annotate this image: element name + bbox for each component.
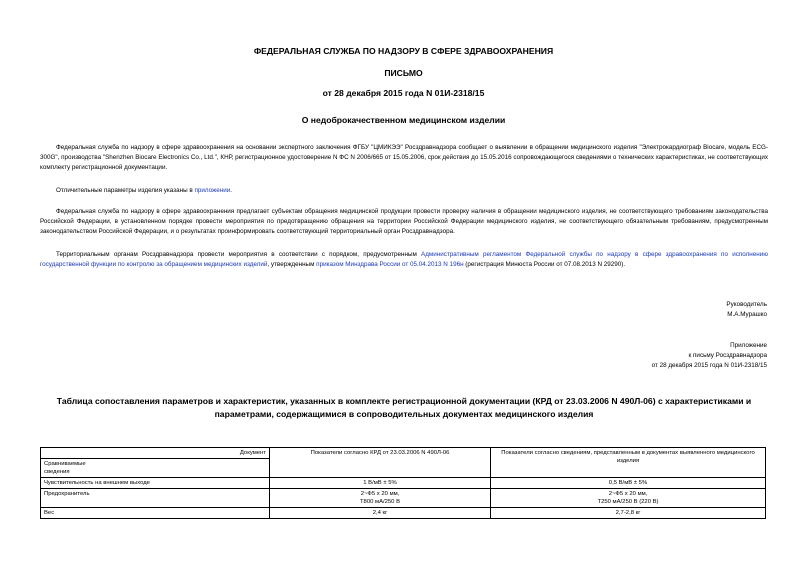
krd-value-cell: 2~Ф5 х 20 мм, Т800 мА/250 В [270,489,491,508]
document-subject: О недоброкачественном медицинском изделии [301,115,506,125]
agency-heading: ФЕДЕРАЛЬНАЯ СЛУЖБА ПО НАДЗОРУ В СФЕРЕ ЗДРАВООХРАНЕНИЯ [253,46,554,56]
table-row [41,489,766,508]
paragraph-2 [40,186,768,196]
table-header-row-1 [41,448,766,459]
paragraph-4-end: (регистрация Минюста России от 07.08.2013 N 29290). [463,261,626,269]
header-compared-line-2: сведения [44,469,70,475]
signature-block [726,300,767,320]
paragraph-2-end: . [230,187,233,194]
order-link[interactable]: приказом Минздрава России от 05.04.2013 N 196н [316,261,464,269]
paragraph-2-text: Отличительные параметры изделия указаны в [56,187,195,194]
document-date-number: от 28 декабря 2015 года N 01И-2318/15 [322,88,485,98]
found-value-cell: 0,5 В/мВ ± 5% [491,478,766,489]
table-row [41,478,766,489]
paragraph-4-text: Территориальным органам Росздравнадзора провести мероприятия в соответствии с порядком, предусмотренным [56,251,422,258]
krd-value-cell: 1 В/мВ ± 5% [270,478,491,489]
krd-value-cell: 2,4 кг [270,508,491,519]
regulation-link[interactable]: Административным регламентом Федеральной службы по надзору в сфере здравоохранения по исполнению государственной функции по контролю за обращением медицинских изделий [40,251,768,269]
param-cell: Предохранитель [41,489,270,508]
paragraph-3: Федеральная служба по надзору в сфере здравоохранения предлагает субъектам обращения медицинской продукции провести проверку наличия в обращении медицинского изделия, не соответствующего требованиям законодательства Российской Федерации, в установленном порядке провести мероприятия по предотвращению обращения на территории Российской Федерации медицинского изделия, не соответствующего обязательным требованиям, предусмотренным законодательством Российской Федерации, и о результатах проинформировать соответствующий территориальный орган Росздравнадзора. [40,208,768,236]
appendix-line-1: Приложение [730,342,767,349]
paragraph-1: Федеральная служба по надзору в сфере здравоохранения на основании экспертного заключения ФГБУ "ЦМИКЭЭ" Росздравнадзора сообщает о выявлении в обращении медицинского изделия "Электрокардиограф Biocare, модель ECG-300G", производства "Shenzhen Biocare Electronics Co., Ltd.", КНР, регистрационное удостоверение N ФС N 2006/665 от 15.05.2006, срок действия до 15.05.2016 сопровождающегося сведениями о технических характеристиках, не соответствующих комплекту регистрационной документации. [40,144,768,172]
found-value-cell: 2,7-2,8 кг [491,508,766,519]
signature-name: М.А.Мурашко [727,311,767,319]
found-value-cell: 2~Ф5 х 20 мм, Т250 мА/250 В (220 В) [491,489,766,508]
appendix-link[interactable]: приложении [194,187,231,194]
header-document-cell: Документ [41,448,270,459]
header-krd-cell: Показатели согласно КРД от 23.03.2006 N 490Л-06 [270,448,491,478]
paragraph-4 [40,250,768,270]
table-body [41,478,766,519]
header-compared-line-1: Сравниваемые [44,461,86,467]
appendix-block [652,341,767,372]
param-cell: Чувствительность на внешнем выходе [41,478,270,489]
paragraph-4-mid: , утвержденным [267,261,317,269]
document-type: ПИСЬМО [384,68,423,78]
comparison-table [40,447,766,519]
header-found-cell: Показатели согласно сведениям, представленным в документах выявленного медицинского изделия [491,448,766,478]
appendix-line-3: от 28 декабря 2015 года N 01И-2318/15 [651,362,767,370]
appendix-line-2: к письму Росздравнадзора [688,352,767,360]
table-title: Таблица сопоставления параметров и характеристик, указанных в комплекте регистрационной документации (КРД от 23.03.2006 N 490Л-06) с характеристиками и параметрами, содержащимися в сопроводительных документах медицинского изделия [56,396,752,419]
header-compared-cell [41,459,270,478]
signature-title: Руководитель [726,301,767,308]
table-row [41,508,766,519]
param-cell: Вес [41,508,270,519]
